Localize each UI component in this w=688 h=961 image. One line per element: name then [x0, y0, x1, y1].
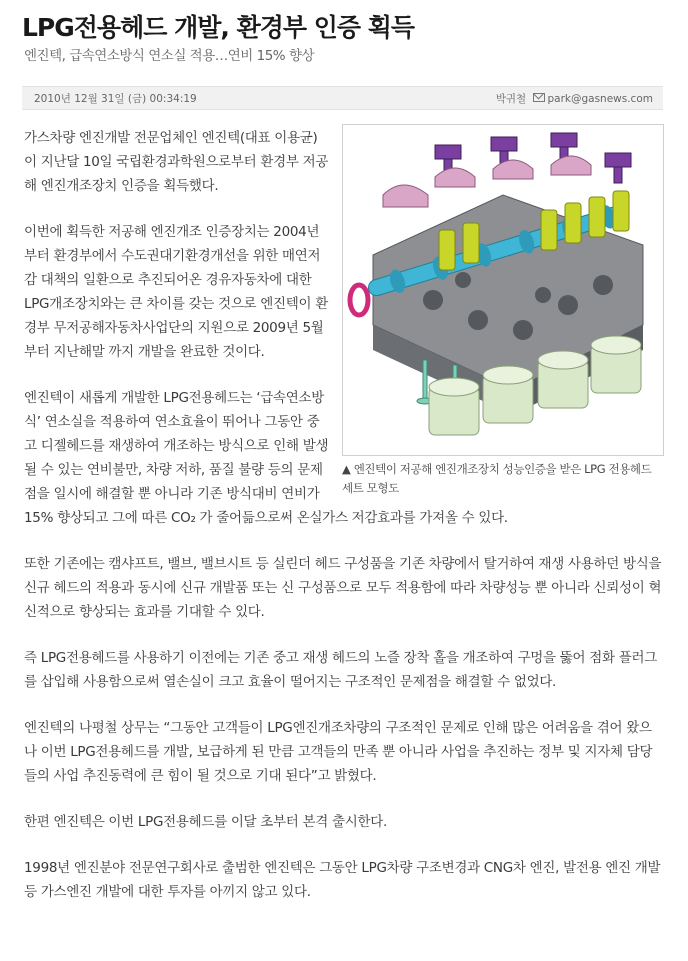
article-byline [496, 91, 653, 106]
paragraph: 즉 LPG전용헤드를 사용하기 이전에는 기존 중고 재생 헤드의 노즐 장착 홀을 개조하여 구멍을 뚫어 점화 플러그를 삽입해 사용함으로써 열손실이 크고 효율이 떨어지는 구조적인 문제점을 해결할 수 없었다. [24, 650, 657, 690]
article-headline: LPG전용헤드 개발, 환경부 인증 획득 [22, 13, 415, 42]
paragraph: 또한 기존에는 캠샤프트, 밸브, 밸브시트 등 실린더 헤드 구성품을 기존 차량에서 탈거하여 재생 사용하던 방식을 신규 헤드의 적용과 동시에 신규 개발품 또는 신 구성품으로 모두 적용함에 따라 차량성능 뿐 아니라 신뢰성이 혁신적으로 향상되는 효과를 기대할 수 있다. [24, 556, 662, 620]
article-subheadline: 엔진텍, 급속연소방식 연소실 적용…연비 15% 향상 [24, 48, 314, 64]
article-date: 2010년 12월 31일 (금) 00:34:19 [34, 93, 197, 105]
email-icon [533, 93, 545, 102]
article-body [24, 126, 664, 926]
paragraph: 엔진텍이 새롭게 개발한 LPG전용헤드는 ‘급속연소방식’ 연소실을 적용하여 연소효율이 뛰어나 그동안 중고 디젤헤드를 재생하여 개조하는 방식으로 인해 발생될 수 있는 연비불만, 차량 저하, 품질 불량 등의 문제점을 일시에 해결할 뿐 아니라 기존 방식대비 연비가 15% 향상되고 그에 따른 CO₂ 가 줄어듦으로써 온실가스 저감효과를 가져올 수 있다. [24, 390, 508, 526]
paragraph: 이번에 획득한 저공해 엔진개조 인증장치는 2004년부터 환경부에서 수도권대기환경개선을 위한 매연저감 대책의 일환으로 추진되어온 경유자동차에 대한 LPG개조장치와는 큰 차이를 갖는 것으로 엔진텍이 환경부 무저공해자동차사업단의 지원으로 2009년 5월부터 지난해말 까지 개발을 완료한 것이다. [24, 224, 328, 360]
reporter-email[interactable]: park@gasnews.com [547, 93, 653, 105]
image-caption: ▲ 엔진텍이 저공해 엔진개조장치 성능인증을 받은 LPG 전용헤드 세트 모형도 [342, 462, 652, 495]
article-figure [342, 124, 664, 498]
reporter-name: 박귀철 [495, 93, 527, 105]
paragraph: 한편 엔진텍은 이번 LPG전용헤드를 이달 초부터 본격 출시한다. [24, 814, 387, 830]
paragraph: 1998년 엔진분야 전문연구회사로 출범한 엔진텍은 그동안 LPG차량 구조변경과 CNG차 엔진, 발전용 엔진 개발 등 가스엔진 개발에 대한 투자를 아끼지 않고 있다. [24, 860, 661, 900]
engine-head-illustration [342, 124, 664, 456]
paragraph: 엔진텍의 나평철 상무는 “그동안 고객들이 LPG엔진개조차량의 구조적인 문제로 인해 많은 어려움을 겪어 왔으나 이번 LPG전용헤드를 개발, 보급하게 된 만큼 고객들의 만족 뿐 아니라 사업을 추진하는 정부 및 지자체 담당들의 사업 추진동력에 큰 힘이 될 것으로 기대 된다”고 밝혔다. [24, 720, 653, 784]
article-meta-bar [22, 86, 663, 110]
paragraph: 가스차량 엔진개발 전문업체인 엔진텍(대표 이용균)이 지난달 10일 국립환경과학원으로부터 환경부 저공해 엔진개조장치 인증을 획득했다. [24, 130, 329, 194]
